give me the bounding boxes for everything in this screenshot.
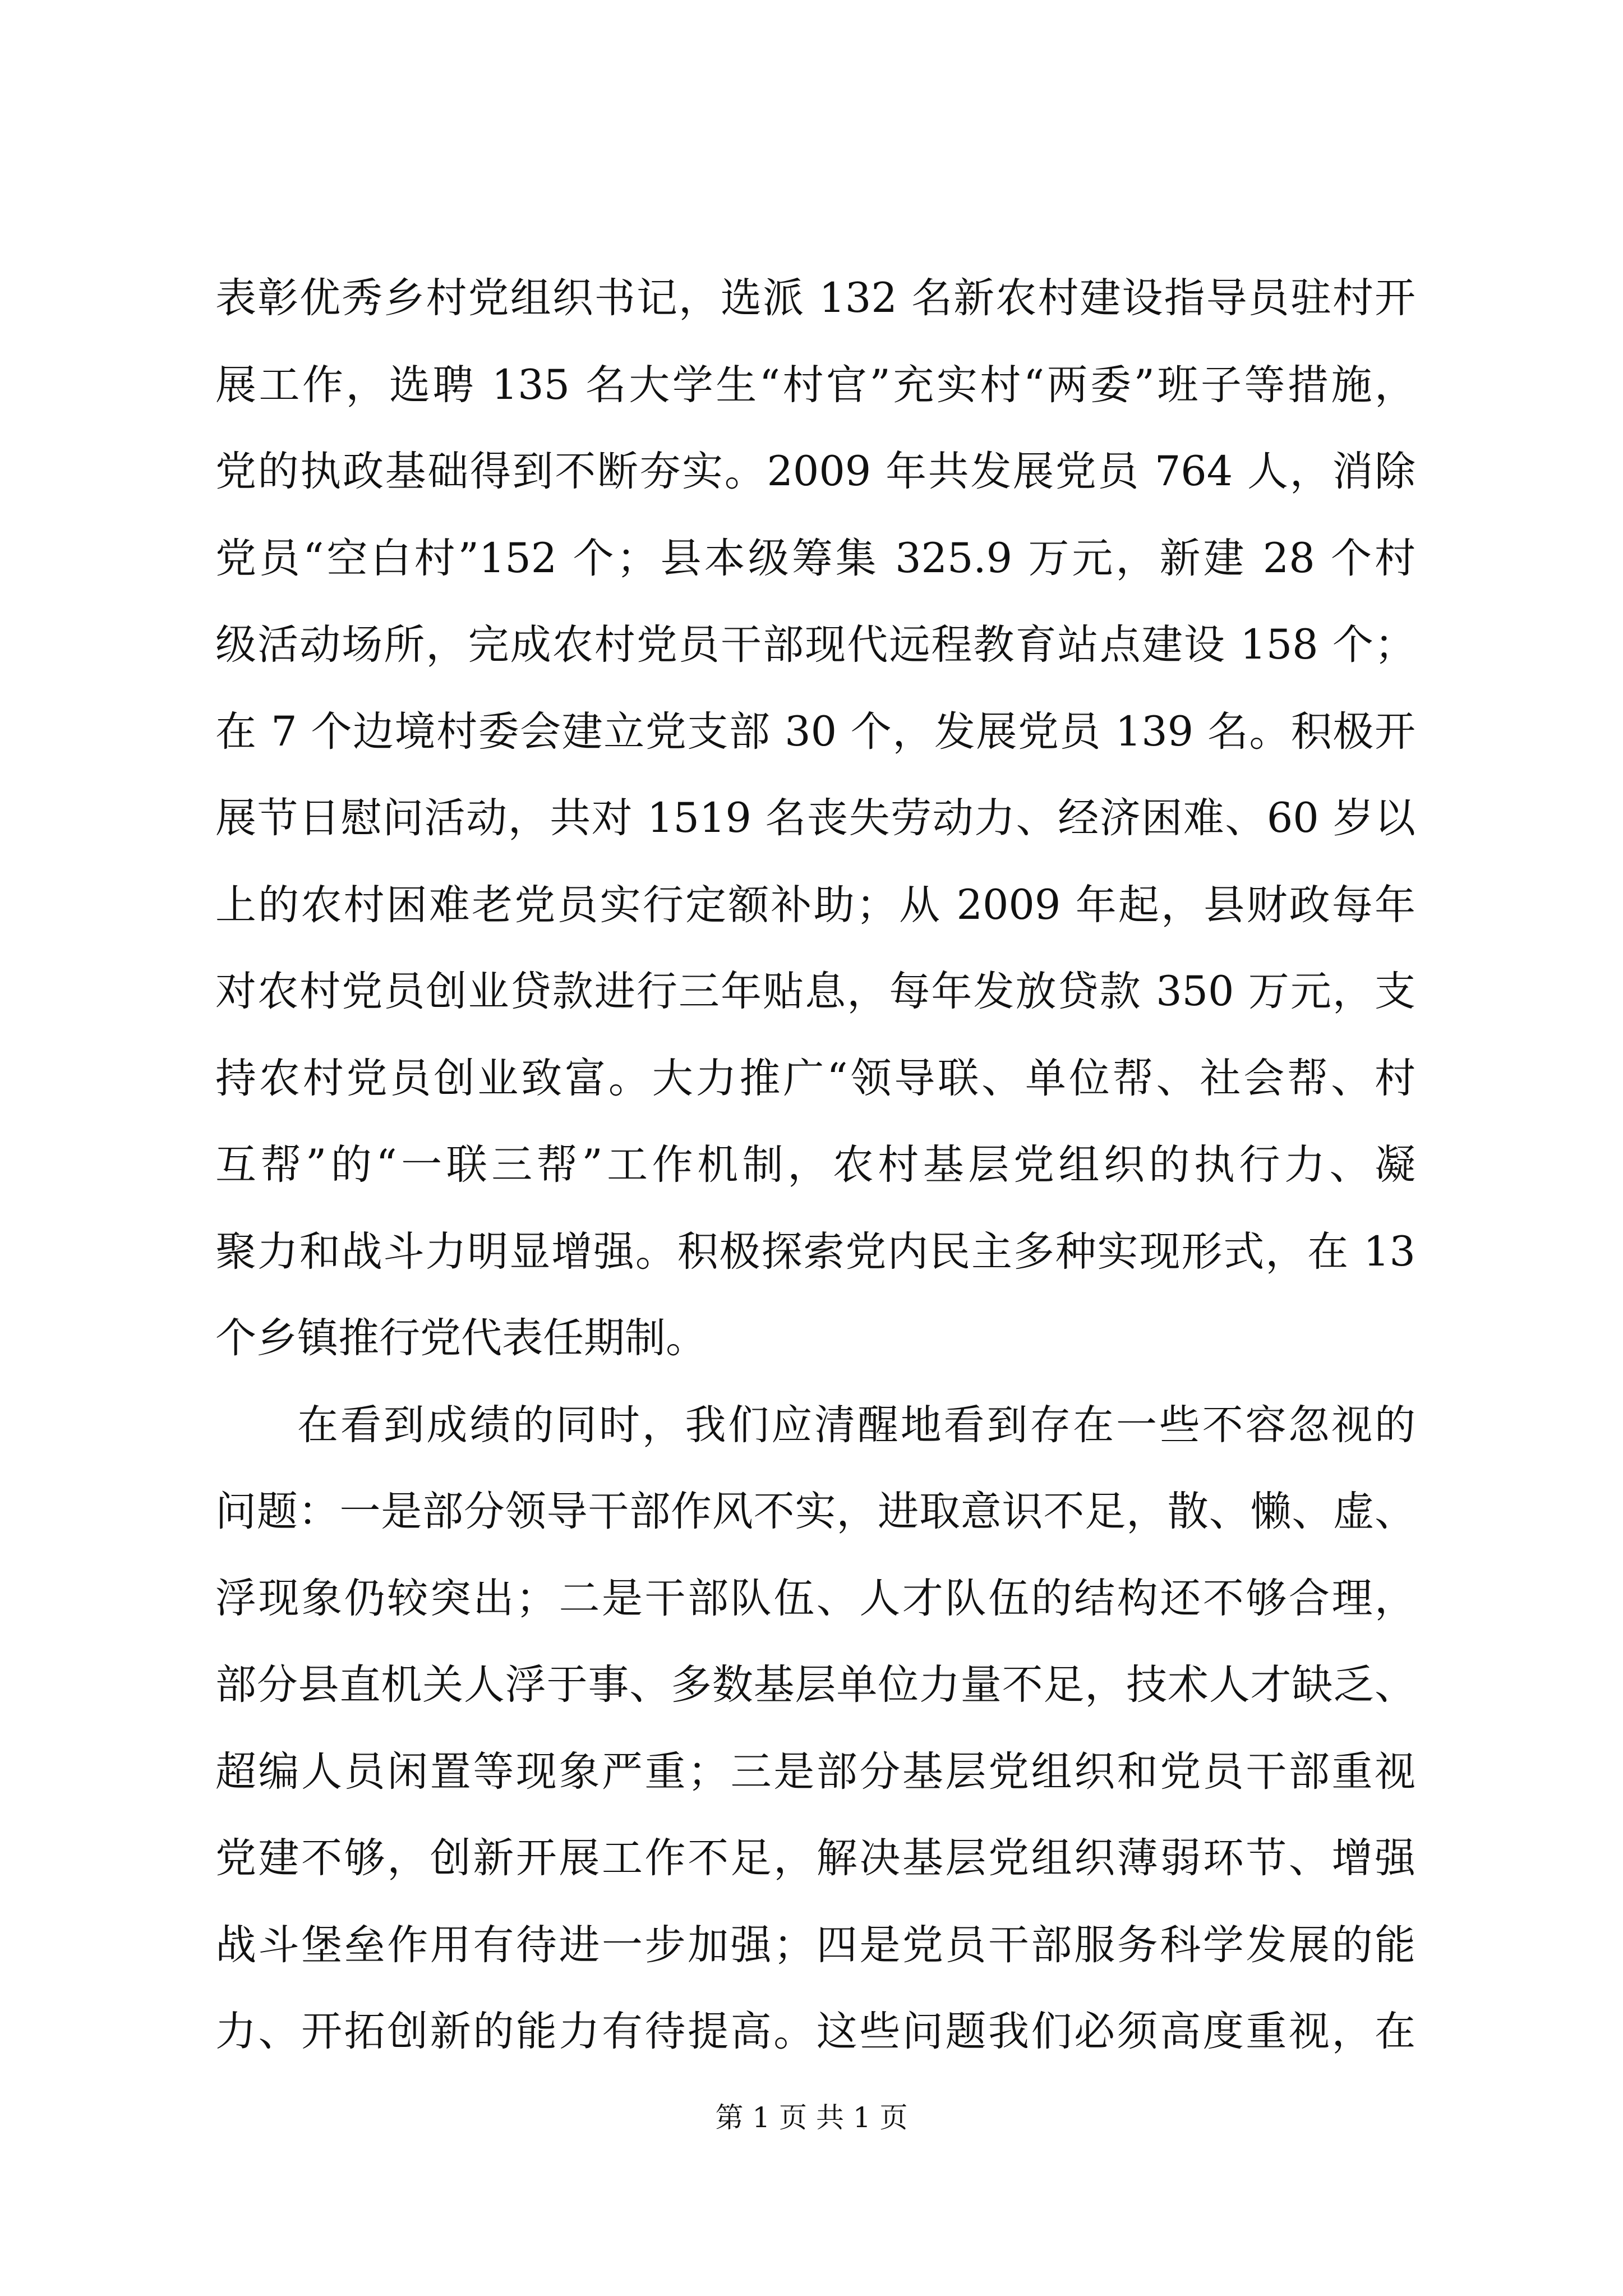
text-line: 级活动场所，完成农村党员干部现代远程教育站点建设 158 个； (215, 621, 1415, 669)
text-line: 浮现象仍较突出；二是干部队伍、人才队伍的结构还不够合理， (215, 1574, 1415, 1622)
text-line: 对农村党员创业贷款进行三年贴息，每年发放贷款 350 万元，支 (215, 968, 1415, 1015)
text-line: 超编人员闲置等现象严重；三是部分基层党组织和党员干部重视 (215, 1747, 1415, 1796)
text-line: 在 7 个边境村委会建立党支部 30 个，发展党员 139 名。积极开 (215, 707, 1415, 756)
text-line: 力、开拓创新的能力有待提高。这些问题我们必须高度重视，在 (215, 2008, 1415, 2055)
text-line: 战斗堡垒作用有待进一步加强；四是党员干部服务科学发展的能 (215, 1921, 1415, 1969)
text-line: 表彰优秀乡村党组织书记，选派 132 名新农村建设指导员驻村开 (215, 274, 1415, 322)
document-body (215, 255, 1415, 2076)
text-line: 聚力和战斗力明显增强。积极探索党内民主多种实现形式，在 13 (215, 1227, 1415, 1276)
text-line: 党的执政基础得到不断夯实。2009 年共发展党员 764 人，消除 (215, 448, 1415, 495)
text-line: 党建不够，创新开展工作不足，解决基层党组织薄弱环节、增强 (215, 1834, 1415, 1882)
text-line: 持农村党员创业致富。大力推广“领导联、单位帮、社会帮、村 (215, 1054, 1415, 1102)
text-line: 在看到成绩的同时，我们应清醒地看到存在一些不容忽视的 (297, 1401, 1415, 1449)
text-line: 个乡镇推行党代表任期制。 (215, 1314, 707, 1362)
paragraph-2 (215, 1382, 1415, 2076)
text-line: 问题：一是部分领导干部作风不实，进取意识不足，散、懒、虚、 (215, 1488, 1415, 1535)
text-line: 展工作，选聘 135 名大学生“村官”充实村“两委”班子等措施， (215, 361, 1415, 409)
text-line: 互帮”的“一联三帮”工作机制，农村基层党组织的执行力、凝 (215, 1141, 1415, 1189)
paragraph-1 (215, 255, 1415, 1382)
text-line: 党员“空白村”152 个；县本级筹集 325.9 万元，新建 28 个村 (215, 534, 1415, 582)
text-line: 上的农村困难老党员实行定额补助；从 2009 年起，县财政每年 (215, 881, 1415, 929)
text-line: 展节日慰问活动，共对 1519 名丧失劳动力、经济困难、60 岁以 (215, 794, 1415, 842)
page-footer (0, 2098, 1623, 2137)
page-number: 第 1 页 共 1 页 (715, 2101, 908, 2134)
text-line: 部分县直机关人浮于事、多数基层单位力量不足，技术人才缺乏、 (215, 1661, 1415, 1709)
